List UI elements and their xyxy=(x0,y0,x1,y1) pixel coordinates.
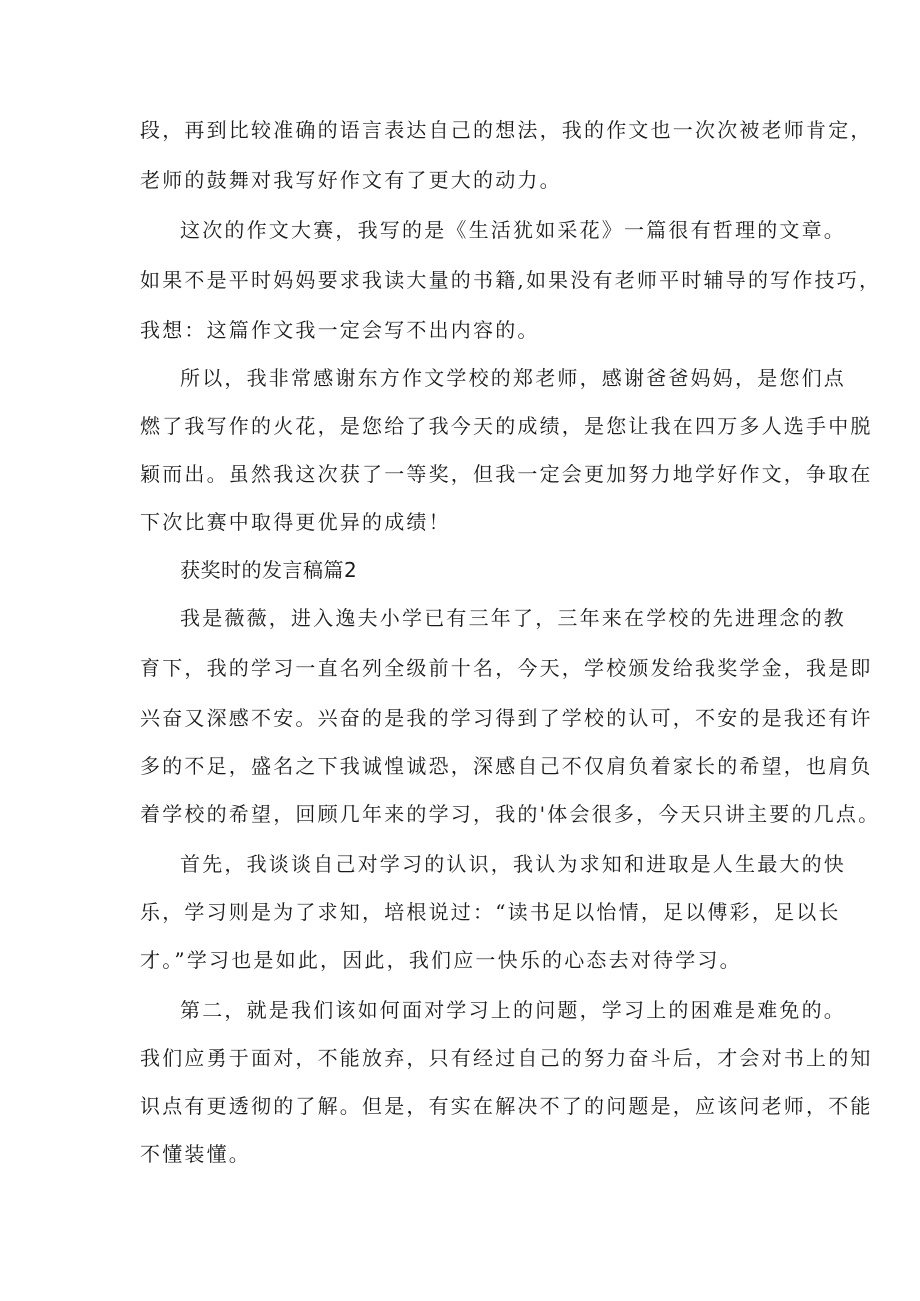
paragraph-line: 乐，学习则是为了求知，培根说过：“读书足以怡情，足以傅彩，足以长 xyxy=(140,900,841,924)
paragraph-line: 我们应勇于面对，不能放弃，只有经过自己的努力奋斗后，才会对书上的知 xyxy=(140,1046,873,1070)
paragraph-line: 识点有更透彻的了解。但是，有实在解决不了的问题是，应该问老师，不能 xyxy=(140,1094,873,1118)
paragraph-line: 兴奋又深感不安。兴奋的是我的学习得到了学校的认可，不安的是我还有许 xyxy=(140,706,873,730)
paragraph-line: 不懂装懂。 xyxy=(140,1142,251,1166)
paragraph-line: 下次比赛中取得更优异的成绩！ xyxy=(140,510,451,534)
paragraph-line: 育下，我的学习一直名列全级前十名，今天，学校颁发给我奖学金，我是即 xyxy=(140,656,873,680)
paragraph-line: 才。”学习也是如此，因此，我们应一快乐的心态去对待学习。 xyxy=(140,948,742,972)
paragraph-line: 老师的鼓舞对我写好作文有了更大的动力。 xyxy=(140,168,562,192)
paragraph-line: 所以，我非常感谢东方作文学校的郑老师，感谢爸爸妈妈，是您们点 xyxy=(180,366,846,390)
paragraph-line: 我想：这篇作文我一定会写不出内容的。 xyxy=(140,318,540,342)
paragraph-line: 颖而出。虽然我这次获了一等奖，但我一定会更加努力地学好作文，争取在 xyxy=(140,462,873,486)
paragraph-line: 首先，我谈谈自己对学习的认识，我认为求知和进取是人生最大的快 xyxy=(180,852,846,876)
paragraph-line: 这次的作文大赛，我写的是《生活犹如采花》一篇很有哲理的文章。 xyxy=(180,218,846,242)
paragraph-line: 我是薇薇，进入逸夫小学已有三年了，三年来在学校的先进理念的教 xyxy=(180,606,846,630)
paragraph-line: 段，再到比较准确的语言表达自己的想法，我的作文也一次次被老师肯定， xyxy=(140,118,873,142)
paragraph-line: 第二，就是我们该如何面对学习上的问题，学习上的困难是难免的。 xyxy=(180,998,846,1022)
paragraph-line: 着学校的希望，回顾几年来的学习，我的'体会很多，今天只讲主要的几点。 xyxy=(140,802,881,826)
section-heading: 获奖时的发言稿篇2 xyxy=(180,558,358,582)
paragraph-line: 多的不足，盛名之下我诚惶诚恐，深感自己不仅肩负着家长的希望，也肩负 xyxy=(140,754,873,778)
paragraph-line: 如果不是平时妈妈要求我读大量的书籍,如果没有老师平时辅导的写作技巧， xyxy=(140,268,882,292)
paragraph-line: 燃了我写作的火花，是您给了我今天的成绩，是您让我在四万多人选手中脱 xyxy=(140,414,873,438)
